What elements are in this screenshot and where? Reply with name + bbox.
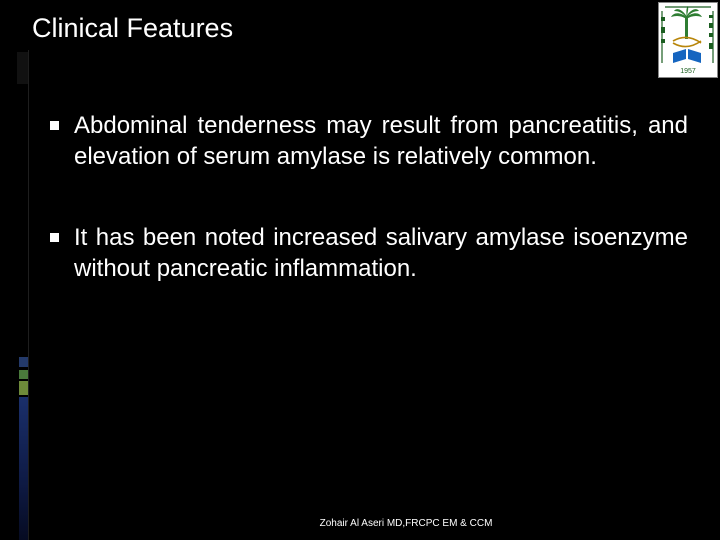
slide-footer: Zohair Al Aseri MD,FRCPC EM & CCM [319, 518, 493, 529]
left-accent-bar [17, 52, 28, 84]
left-accent-green [19, 370, 28, 379]
content-border [28, 50, 29, 540]
left-accent-olive [19, 381, 28, 395]
left-accent-blue [19, 357, 28, 367]
bullet-text: Abdominal tenderness may result from pancreatitis, and elevation of serum amylase is relatively common. [74, 112, 688, 170]
university-seal-icon [658, 2, 718, 78]
bullet-list [48, 110, 688, 284]
seal-year: 1957 [680, 68, 696, 75]
square-bullet-icon [50, 233, 59, 242]
bullet-item [48, 110, 688, 172]
slide-title: Clinical Features [32, 13, 234, 43]
bullet-text: It has been noted increased salivary amylase isoenzyme without pancreatic inflammation. [74, 224, 688, 282]
bullet-item [48, 222, 688, 284]
square-bullet-icon [50, 121, 59, 130]
